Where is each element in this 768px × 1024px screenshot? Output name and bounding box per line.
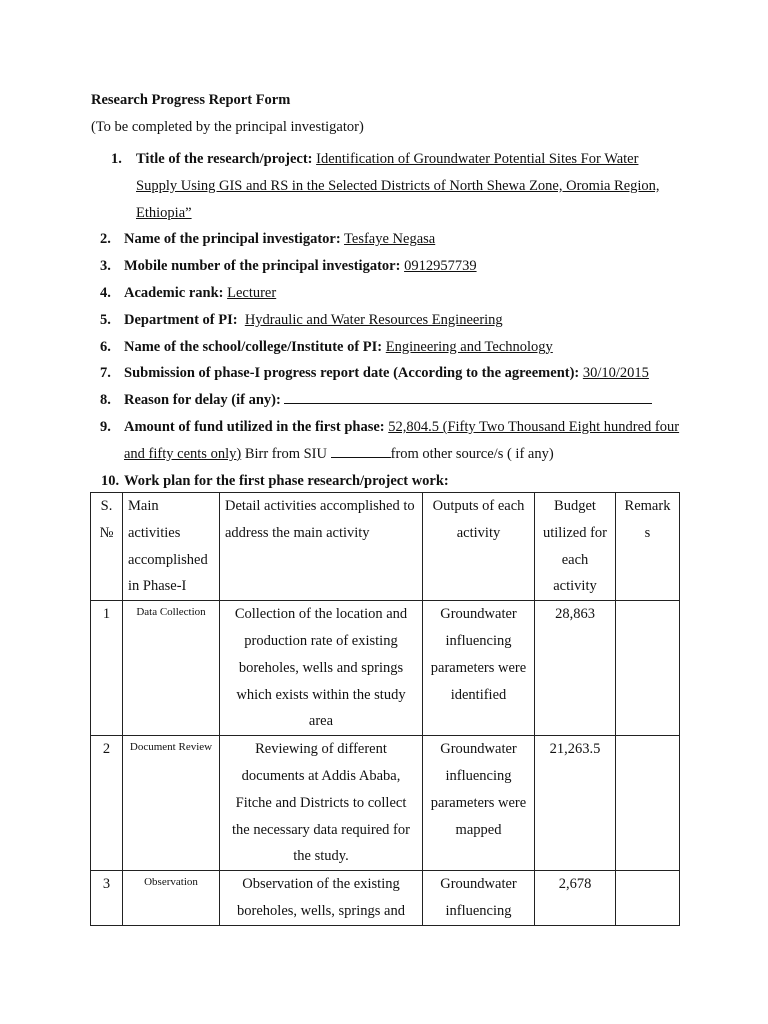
header-remarks: Remark s	[616, 493, 680, 601]
row-detail-activity: Collection of the location and production rate of existing boreholes, wells and springs which exists within the study area	[220, 601, 423, 736]
item-number: 2.	[100, 231, 111, 248]
item-label: Work plan for the first phase research/project work:	[124, 472, 449, 489]
school-value: Engineering and Technology	[385, 338, 553, 355]
item-rank	[0, 280, 768, 307]
item-number: 1.	[111, 151, 122, 167]
row-sno: 2	[91, 736, 123, 871]
item-number: 8.	[100, 392, 111, 409]
item-number: 5.	[100, 311, 111, 328]
item-label: Mobile number of the principal investigator:	[124, 258, 401, 275]
row-detail-activity: Reviewing of different documents at Addis Ababa, Fitche and Districts to collect the necessary data required for the study.	[220, 736, 423, 871]
item-number: 3.	[100, 258, 111, 275]
row-budget: 28,863	[535, 601, 616, 736]
row-output: Groundwater influencing parameters were mapped	[423, 736, 535, 871]
item-label: Name of the principal investigator:	[124, 231, 341, 248]
item-number: 10.	[101, 472, 120, 489]
form-subtitle: (To be completed by the principal investigator)	[91, 119, 364, 135]
form-title: Research Progress Report Form	[91, 92, 291, 108]
row-output: Groundwater influencing	[423, 871, 535, 926]
table-row	[91, 736, 680, 871]
header-sno: S. №	[91, 493, 123, 601]
rank-value: Lecturer	[227, 284, 277, 301]
delay-reason-blank	[284, 391, 652, 404]
row-sno: 1	[91, 601, 123, 736]
item-label: Department of PI:	[124, 311, 238, 328]
item-label: Amount of fund utilized in the first phase:	[124, 418, 385, 435]
mobile-value: 0912957739	[404, 258, 477, 275]
item-submission-date	[0, 360, 768, 387]
form-items	[0, 146, 768, 494]
fund-other-blank	[331, 445, 391, 458]
item-label: Academic rank:	[124, 284, 224, 301]
item-pi-name	[0, 226, 768, 253]
table-header-row	[91, 493, 680, 601]
row-sno: 3	[91, 871, 123, 926]
item-label: Name of the school/college/Institute of PI:	[124, 338, 383, 355]
item-work-plan	[0, 468, 768, 495]
work-plan-table	[90, 492, 680, 926]
fund-value: 52,804.5 (Fifty Two Thousand Eight hundred four and fifty cents only)	[124, 418, 680, 462]
row-remark	[616, 736, 680, 871]
item-mobile	[0, 253, 768, 280]
header-main-activities: Main activities accomplished in Phase-I	[123, 493, 220, 601]
item-label: Title of the research/project:	[136, 151, 313, 167]
department-value: Hydraulic and Water Resources Engineering	[244, 311, 503, 328]
row-budget: 21,263.5	[535, 736, 616, 871]
item-department	[0, 307, 768, 334]
fund-siu-text: Birr from SIU	[244, 445, 327, 462]
item-number: 6.	[100, 338, 111, 355]
row-remark	[616, 601, 680, 736]
pi-name-value: Tesfaye Negasa	[344, 231, 436, 248]
row-detail-activity: Observation of the existing boreholes, wells, springs and	[220, 871, 423, 926]
table-row	[91, 871, 680, 926]
header-outputs: Outputs of each activity	[423, 493, 535, 601]
row-main-activity: Document Review	[123, 736, 220, 871]
item-title	[0, 146, 768, 226]
item-number: 7.	[100, 365, 111, 382]
item-fund	[0, 414, 768, 468]
row-budget: 2,678	[535, 871, 616, 926]
item-delay-reason	[0, 387, 768, 414]
item-label: Submission of phase-I progress report date (According to the agreement):	[124, 365, 580, 382]
item-number: 9.	[100, 418, 111, 435]
row-remark	[616, 871, 680, 926]
header-detail-activities: Detail activities accomplished to address the main activity	[220, 493, 423, 601]
row-main-activity: Observation	[123, 871, 220, 926]
header-budget: Budget utilized for each activity	[535, 493, 616, 601]
fund-other-text: from other source/s ( if any)	[390, 445, 554, 462]
row-output: Groundwater influencing parameters were identified	[423, 601, 535, 736]
table-row	[91, 601, 680, 736]
item-school	[0, 334, 768, 361]
item-label: Reason for delay (if any):	[124, 392, 281, 409]
project-title-value: Identification of Groundwater Potential Sites For Water Supply Using GIS and RS in the Selected Districts of North Shewa Zone, Oromia Region, Ethiopia”	[136, 151, 660, 221]
submission-date-value: 30/10/2015	[582, 365, 649, 382]
row-main-activity: Data Collection	[123, 601, 220, 736]
item-number: 4.	[100, 284, 111, 301]
